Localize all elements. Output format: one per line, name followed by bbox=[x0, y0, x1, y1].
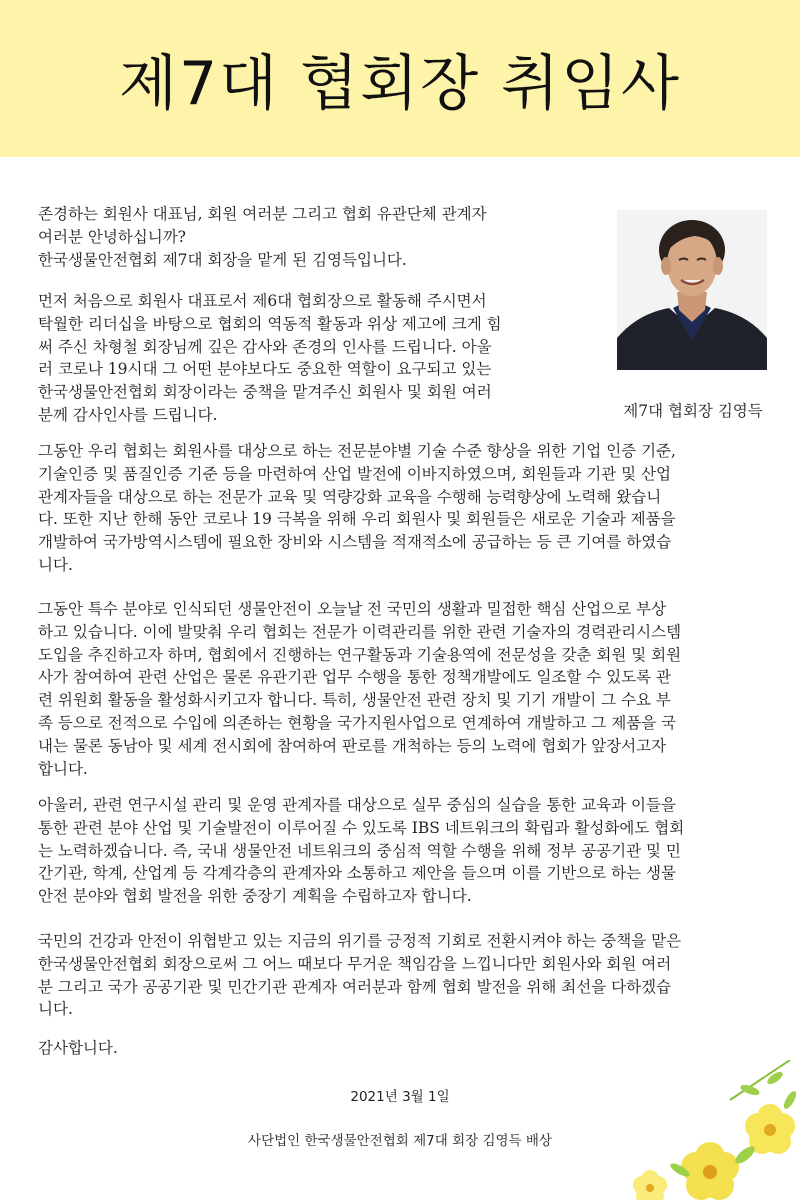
text-line: 탁월한 리더십을 바탕으로 협회의 역동적 활동과 위상 제고에 크게 힘 bbox=[38, 314, 502, 333]
text-line: 그동안 특수 분야로 인식되던 생물안전이 오늘날 전 국민의 생활과 밀접한 핵심 산업으로 부상 bbox=[38, 600, 667, 618]
text-line: 국민의 건강과 안전이 위협받고 있는 지금의 위기를 긍정적 기회로 전환시켜야 하는 중책을 맡은 bbox=[38, 932, 682, 950]
page-title: 제7대 협회장 취임사 bbox=[119, 48, 681, 119]
text-line: 분께 감사인사를 드립니다. bbox=[38, 405, 218, 424]
text-line: 분 그리고 국가 공공기관 및 민간기관 관계자 여러분과 함께 협회 발전을 위해 최선을 다하겠습 bbox=[38, 977, 672, 996]
thanks-paragraph bbox=[38, 290, 583, 427]
network-paragraph bbox=[38, 794, 763, 908]
text-line: 합니다. bbox=[38, 759, 88, 778]
president-portrait bbox=[617, 210, 767, 370]
plans-paragraph bbox=[38, 598, 763, 780]
portrait-image bbox=[617, 210, 767, 370]
text-line: 통한 관련 분야 산업 및 기술발전이 이루어질 수 있도록 IBS 네트워크의 확립과 활성화에도 협회 bbox=[38, 818, 685, 837]
text-line: 감사합니다. bbox=[38, 1039, 118, 1057]
text-line: 도입을 추진하고자 하며, 협회에서 진행하는 연구활동과 기술용역에 전문성을 갖춘 회원 및 회원 bbox=[38, 645, 682, 664]
flower-decoration bbox=[610, 1060, 800, 1200]
text-line: 내는 물론 동남아 및 세계 전시회에 참여하여 판로를 개척하는 등의 노력에 협회가 앞장서고자 bbox=[38, 736, 667, 755]
text-line: 사가 참여하여 관련 산업은 물론 유관기관 업무 수행을 통한 정책개발에도 일조할 수 있도록 관 bbox=[38, 668, 672, 687]
text-line: 안전 분야와 협회 발전을 위한 중장기 계획을 수립하고자 합니다. bbox=[38, 887, 472, 906]
text-line: 존경하는 회원사 대표님, 회원 여러분 그리고 협회 유관단체 관계자 bbox=[38, 205, 487, 223]
text-line: 니다. bbox=[38, 1000, 73, 1019]
text-line: 기술인증 및 품질인증 기준 등을 마련하여 산업 발전에 이바지하였으며, 회원들과 기관 및 산업 bbox=[38, 464, 672, 483]
text-line: 한국생물안전협회 제7대 회장을 맡게 된 김영득입니다. bbox=[38, 250, 407, 269]
text-line: 써 주신 차형철 회장님께 깊은 감사와 존경의 인사를 드립니다. 아울 bbox=[38, 337, 492, 356]
text-line: 간기관, 학계, 산업계 등 각계각층의 관계자와 소통하고 제안을 들으며 이를 기반으로 하는 생물 bbox=[38, 864, 676, 883]
text-line: 아울러, 관련 연구시설 관리 및 운영 관계자를 대상으로 실무 중심의 실습을 통한 교육과 이들을 bbox=[38, 796, 676, 814]
text-line: 관계자들을 대상으로 하는 전문가 교육 및 역량강화 교육을 수행해 능력향상에 노력해 왔습니 bbox=[38, 487, 662, 506]
signature-line: 사단법인 한국생물안전협회 제7대 회장 김영득 배상 bbox=[248, 1133, 552, 1149]
text-line: 한국생물안전협회 회장이라는 중책을 맡겨주신 회원사 및 회원 여러 bbox=[38, 383, 492, 402]
flower-icon bbox=[681, 1142, 739, 1200]
text-line: 련 위원회 활동을 활성화시키고자 합니다. 특히, 생물안전 관련 장치 및 기기 개발이 그 수요 부 bbox=[38, 691, 671, 710]
text-line: 니다. bbox=[38, 555, 73, 574]
title-banner bbox=[0, 0, 800, 157]
text-line: 개발하여 국가방역시스템에 필요한 장비와 시스템을 적재적소에 공급하는 등 큰 기여를 하였습 bbox=[38, 533, 672, 552]
text-line: 그동안 우리 협회는 회원사를 대상으로 하는 전문분야별 기술 수준 향상을 위한 기업 인증 기준, bbox=[38, 442, 676, 460]
text-line: 족 등으로 전적으로 수입에 의존하는 현황을 국가지원사업으로 연계하여 개발하고 그 제품을 국 bbox=[38, 713, 677, 732]
text-line: 는 노력하겠습니다. 즉, 국내 생물안전 네트워크의 중심적 역할 수행을 위해 정부 공공기관 및 민 bbox=[38, 841, 681, 860]
text-line: 여러분 안녕하십니까? bbox=[38, 227, 186, 246]
text-line: 한국생물안전협회 회장으로써 그 어느 때보다 무거운 책임감을 느낍니다만 회원사와 회원 여러 bbox=[38, 954, 672, 973]
text-line: 러 코로나 19시대 그 어떤 분야보다도 중요한 역할이 요구되고 있는 bbox=[38, 360, 492, 379]
speech-date: 2021년 3월 1일 bbox=[350, 1089, 450, 1105]
text-line: 하고 있습니다. 이에 발맞춰 우리 협회는 전문가 이력관리를 위한 관련 기술자의 경력관리시스템 bbox=[38, 622, 682, 641]
commitment-paragraph bbox=[38, 930, 763, 1021]
achievements-paragraph bbox=[38, 440, 763, 577]
flower-icon bbox=[633, 1170, 667, 1200]
photo-caption: 제7대 협회장 김영득 bbox=[623, 402, 763, 420]
text-line: 먼저 처음으로 회원사 대표로서 제6대 협회장으로 활동해 주시면서 bbox=[38, 292, 487, 310]
flower-icon bbox=[730, 1060, 798, 1111]
greeting-paragraph bbox=[38, 203, 590, 271]
closing-paragraph bbox=[38, 1037, 338, 1060]
text-line: 다. 또한 지난 한해 동안 코로나 19 극복을 위해 우리 회원사 및 회원들은 새로운 기술과 제품을 bbox=[38, 510, 676, 529]
